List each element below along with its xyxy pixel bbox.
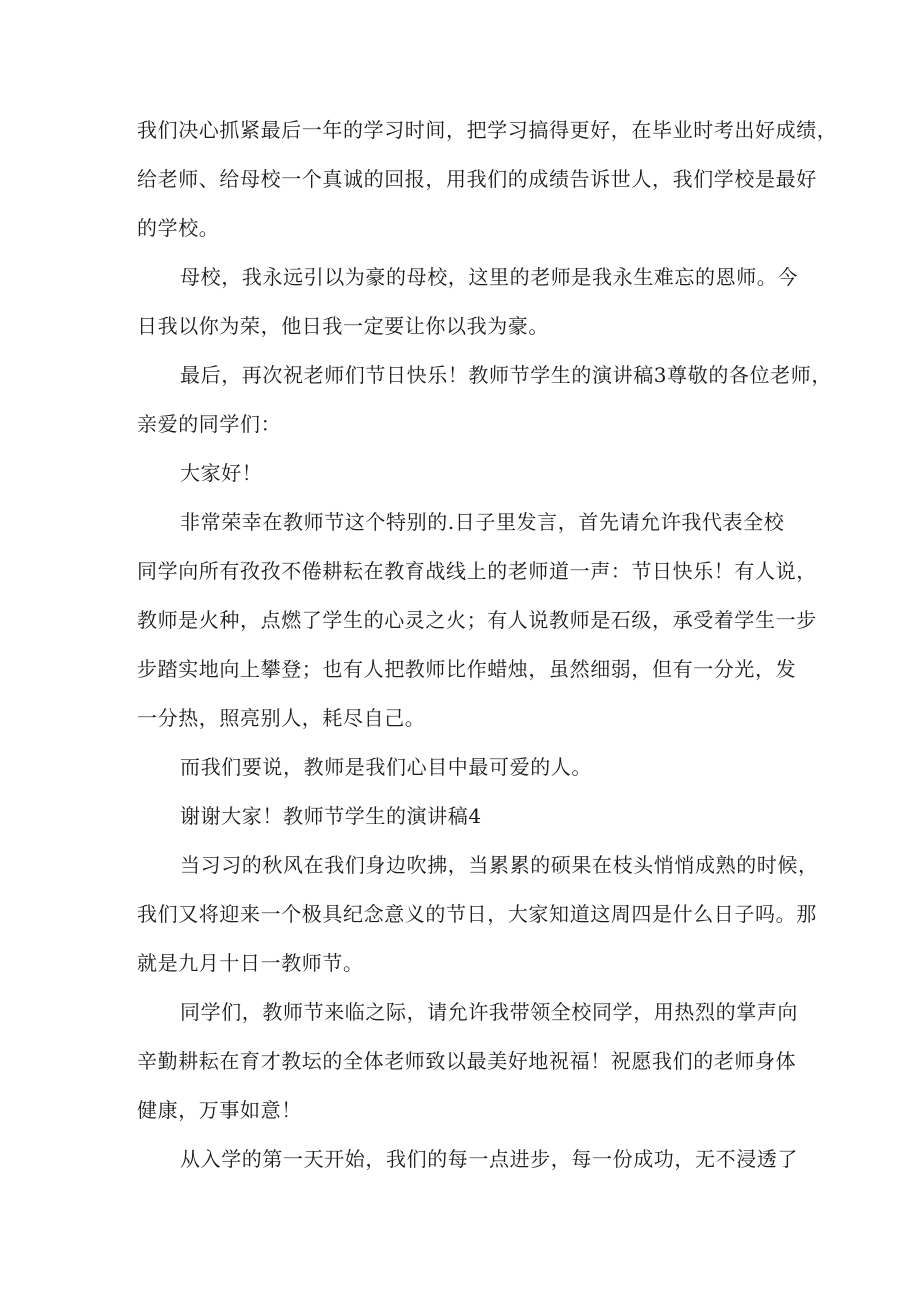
text-line: 谢谢大家！教师节学生的演讲稿4 xyxy=(180,804,482,828)
text-line: 步踏实地向上攀登；也有人把教师比作蜡烛，虽然细弱，但有一分光，发 xyxy=(137,657,797,681)
text-line: 我们又将迎来一个极具纪念意义的节日，大家知道这周四是什么日子吗。那 xyxy=(137,902,817,926)
text-line: 从入学的第一天开始，我们的每一点进步，每一份成功，无不浸透了 xyxy=(180,1147,798,1171)
text-line: 就是九月十日一教师节。 xyxy=(137,951,364,975)
text-line: 给老师、给母校一个真诚的回报，用我们的成绩告诉世人，我们学校是最好 xyxy=(137,167,817,191)
text-line: 母校，我永远引以为豪的母校，这里的老师是我永生难忘的恩师。今 xyxy=(180,265,798,289)
text-line: 同学向所有孜孜不倦耕耘在教育战线上的老师道一声：节日快乐！有人说， xyxy=(137,559,817,583)
text-line: 非常荣幸在教师节这个特别的.日子里发言，首先请允许我代表全校 xyxy=(180,510,785,534)
text-line: 当习习的秋风在我们身边吹拂，当累累的硕果在枝头悄悄成熟的时候， xyxy=(180,853,819,877)
text-line: 一分热，照亮别人，耗尽自己。 xyxy=(137,706,426,730)
text-line: 教师是火种，点燃了学生的心灵之火；有人说教师是石级，承受着学生一步 xyxy=(137,608,817,632)
text-line: 我们决心抓紧最后一年的学习时间，把学习搞得更好，在毕业时考出好成绩， xyxy=(137,118,838,142)
text-line: 而我们要说，教师是我们心目中最可爱的人。 xyxy=(180,755,592,779)
text-line: 辛勤耕耘在育才教坛的全体老师致以最美好地祝福！祝愿我们的老师身体 xyxy=(137,1049,797,1073)
text-line: 的学校。 xyxy=(137,216,220,240)
text-line: 健康，万事如意！ xyxy=(137,1098,302,1122)
text-line: 同学们，教师节来临之际，请允许我带领全校同学，用热烈的掌声向 xyxy=(180,1000,798,1024)
text-line: 最后，再次祝老师们节日快乐！教师节学生的演讲稿3尊敬的各位老师， xyxy=(180,363,832,387)
text-line: 亲爱的同学们： xyxy=(137,412,282,436)
text-line: 大家好！ xyxy=(180,461,263,485)
text-line: 日我以你为荣，他日我一定要让你以我为豪。 xyxy=(137,314,549,338)
